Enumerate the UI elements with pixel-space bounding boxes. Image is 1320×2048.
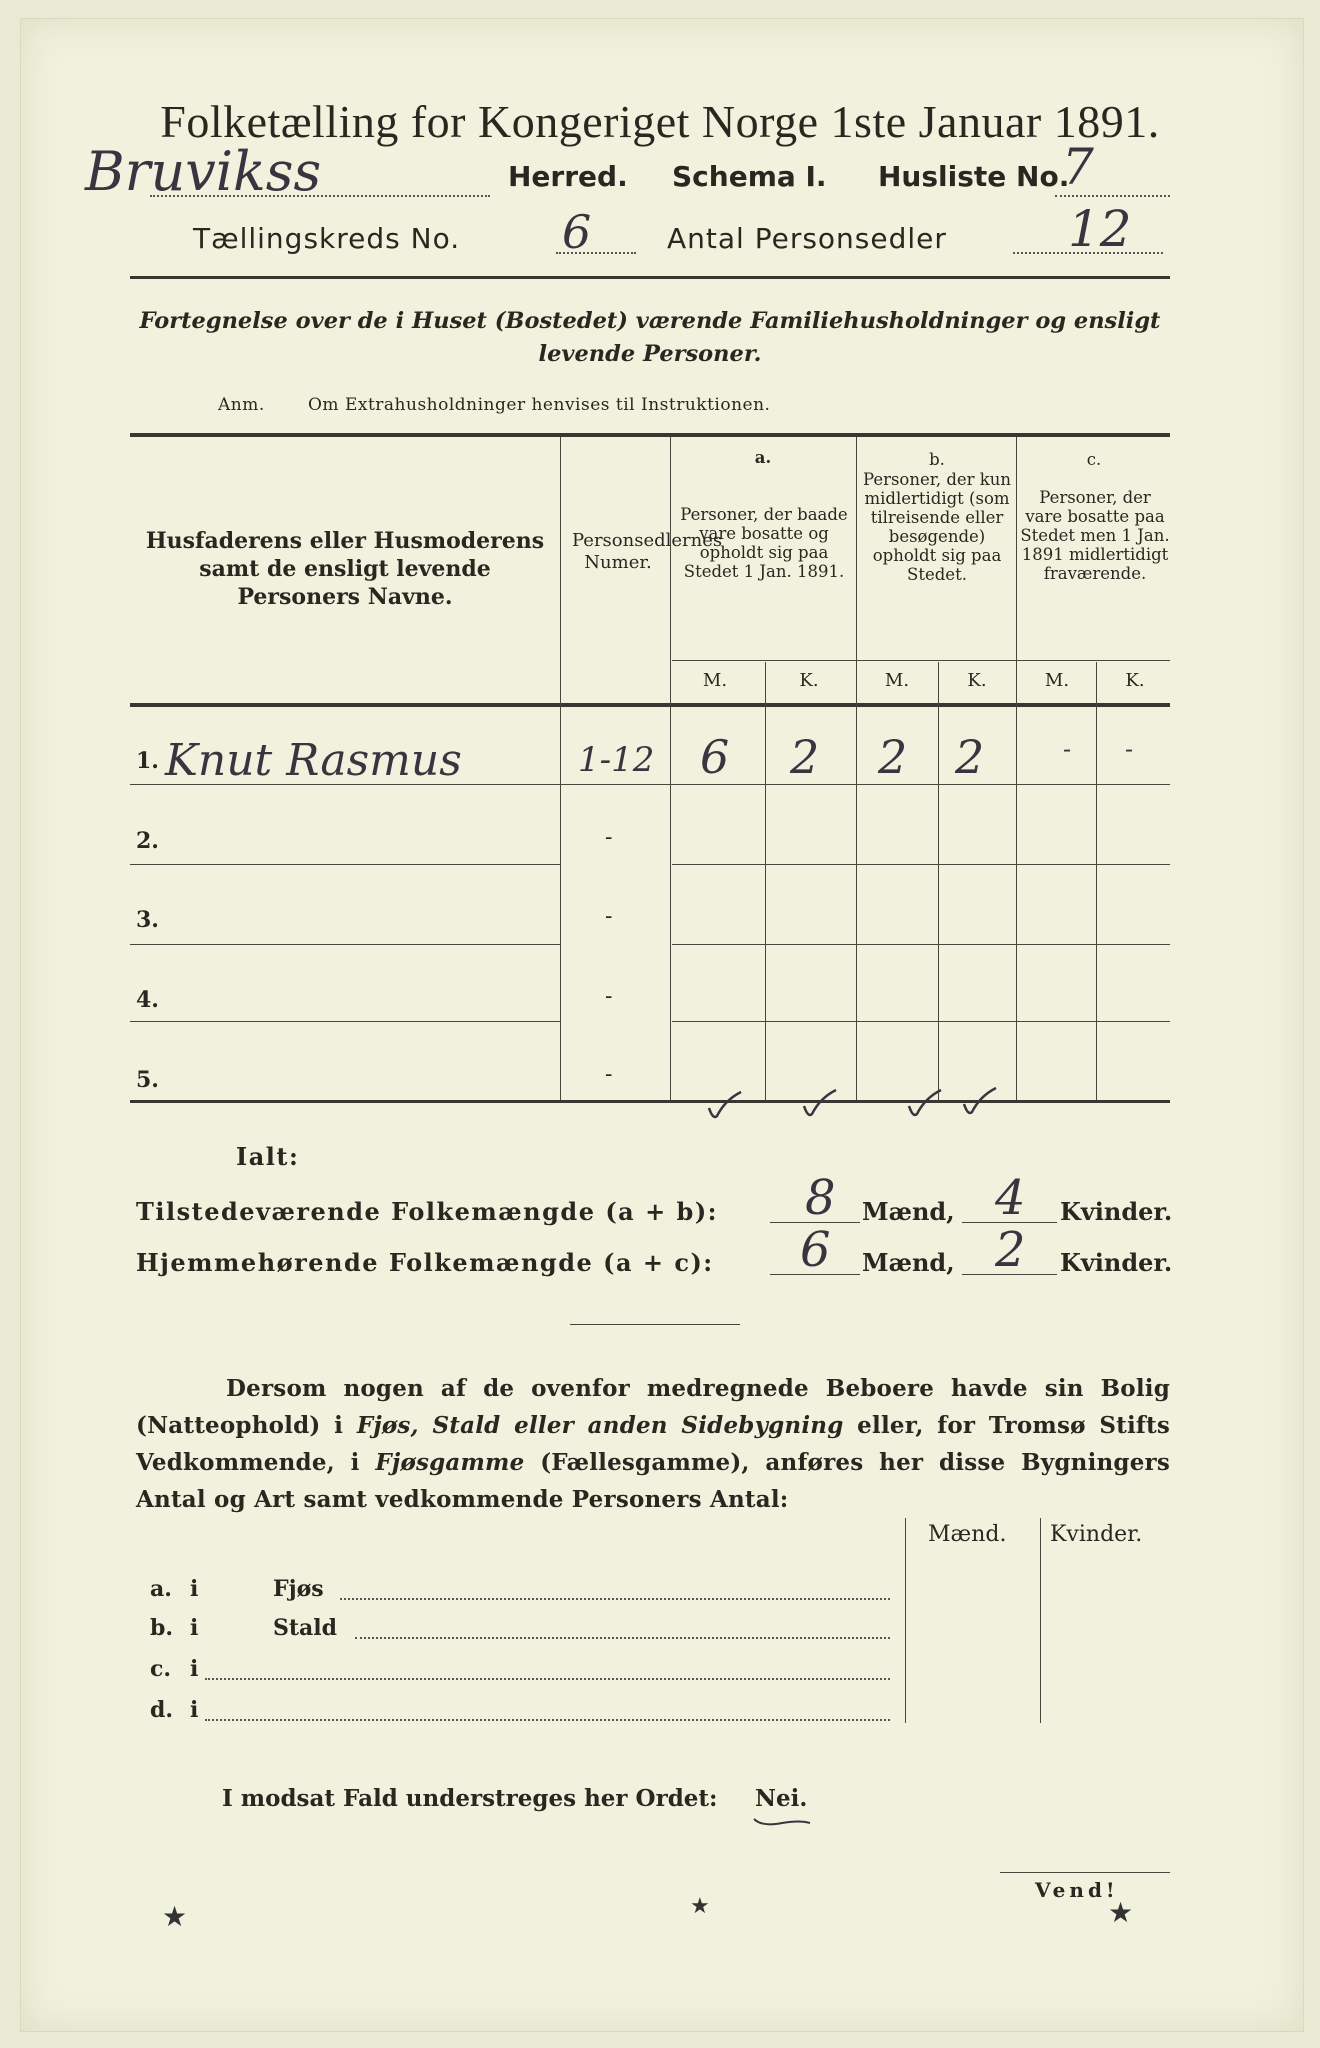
row-1-b-m: 2 [878,730,908,784]
check-mark-a-k [800,1088,840,1126]
buildings-col-maend: Mænd. [928,1522,1007,1547]
item-c-leader [205,1678,890,1680]
buildings-col-kvinder: Kvinder. [1050,1522,1143,1547]
hjemme-kvinder-label: Kvinder. [1060,1248,1173,1277]
tellingskreds-value: 6 [562,205,592,259]
buildings-paragraph [136,1370,1170,1518]
row-5-number: 5. [136,1067,159,1093]
para-part-3: (Fællesgamme), anføres her disse Bygningers Antal og Art samt vedkommende Personers Antal: [136,1449,1171,1513]
schema-label: Schema I. [672,160,827,193]
item-b-leader [355,1637,890,1639]
tellingskreds-label: Tællingskreds No. [193,222,461,255]
group-a-text: Personer, der baade vare bosatte og opholdt sig paa Stedet 1 Jan. 1891. [680,505,848,581]
row-3-number: 3. [136,907,159,933]
hjemme-kvinder-value: 2 [995,1222,1026,1278]
col-divider-a-mk [765,662,766,1100]
group-c-text: Personer, der vare bosatte paa Stedet men 1 Jan. 1891 midlertidigt fraværende. [1020,488,1170,583]
herred-label: Herred. [508,160,628,193]
herred-dotted-line [150,195,490,197]
table-bottom-rule [130,1100,1170,1103]
row-1-a-k: 2 [790,730,820,784]
row-line-2-name [130,864,560,865]
item-a-letter: a. [150,1576,172,1602]
item-d-prefix: i [190,1697,199,1723]
row-1-a-m: 6 [700,730,730,784]
item-b-label: Stald [273,1615,338,1641]
row-3-sedler: - [605,904,613,929]
row-4-number: 4. [136,987,159,1013]
check-mark-a-m [705,1090,745,1128]
col-header-names: Husfaderens eller Husmoderens samt de ensligt levende Personers Navne. [145,528,545,610]
tilstede-kvinder-label: Kvinder. [1060,1197,1173,1226]
item-d-leader [205,1719,890,1721]
col-header-number: Personsedlernes Numer. [572,530,723,573]
ialt-label: Ialt: [236,1142,300,1171]
tilstede-maend-value: 8 [805,1170,836,1226]
para-fjos-italic: Fjøs, Stald eller anden Sidebygning [356,1412,844,1439]
col-divider-name [560,437,561,1100]
tilstede-maend-label: Mænd, [862,1197,955,1226]
vend-text: Vend! [1035,1878,1119,1902]
col-divider-a [856,437,857,1100]
row-line-3-name [130,944,560,945]
row-1-c-m: - [1063,735,1072,763]
col-divider-b [1016,437,1017,1100]
row-1-c-k: - [1125,735,1134,763]
check-mark-b-m [905,1088,945,1126]
section-divider [570,1324,740,1325]
para-fjosgamme-italic: Fjøsgamme [375,1449,525,1476]
item-a-label: Fjøs [273,1576,324,1602]
vend-rule [1000,1872,1170,1873]
row-1-name: Knut Rasmus [165,735,462,786]
form-title: Folketælling for Kongeriget Norge 1ste Januar 1891. [160,96,1160,147]
corner-mark-center: ★ [690,1894,710,1919]
row-1-number: 1. [136,748,159,774]
antal-dotted-line [1013,252,1163,254]
table-top-rule [130,433,1170,437]
group-c-letter: c. [1086,450,1102,469]
item-c-prefix: i [190,1656,199,1682]
group-b-text: Personer, der kun midlertidigt (som tilreisende eller besøgende) opholdt sig paa Stedet. [862,470,1012,584]
group-b-letter: b. [929,450,945,469]
header-rule [130,276,1170,279]
row-1-sedler: 1-12 [578,740,655,780]
row-2-sedler: - [605,825,613,850]
husliste-value: 7 [1062,138,1094,196]
mk-subheader-rule [672,660,1170,661]
intro-text: Fortegnelse over de i Huset (Bostedet) værende Familiehusholdninger og ensligt levende Personer. [139,308,1161,367]
footer-word-nei: Nei. [755,1785,808,1812]
row-1-b-k: 2 [955,730,985,784]
antal-label: Antal Personsedler [667,222,947,255]
buildings-col-divider-2 [1040,1518,1041,1723]
row-line-2-cells [672,864,1170,865]
c-k-label: K. [1125,670,1145,691]
item-a-prefix: i [190,1576,199,1602]
item-c-letter: c. [150,1656,172,1682]
row-2-number: 2. [136,828,159,854]
anm-label: Anm. [218,395,265,415]
b-k-label: K. [967,670,987,691]
para-part-2: eller, for Tromsø Stifts Vedkommende, i [136,1412,1170,1476]
col-divider-b-mk [938,662,939,1100]
group-a-letter: a. [754,448,772,467]
table-header-bottom-rule [130,703,1170,707]
item-a-leader [340,1598,890,1600]
husliste-label: Husliste No. [878,160,1070,193]
row-line-4-name [130,1021,560,1022]
corner-mark-right: ★ [1108,1896,1134,1929]
item-b-letter: b. [150,1615,174,1641]
tilstede-kvinder-value: 4 [995,1170,1026,1226]
item-b-prefix: i [190,1615,199,1641]
nei-underline [752,1812,812,1831]
a-k-label: K. [799,670,819,691]
tellingskreds-dotted-line [556,252,636,254]
corner-mark-left: ★ [162,1900,188,1933]
row-line-4-cells [672,1021,1170,1022]
hjemme-maend-label: Mænd, [862,1248,955,1277]
anm-text: Om Extrahusholdninger henvises til Instruktionen. [308,395,771,415]
footer-text: I modsat Fald understreges her Ordet: [222,1785,718,1812]
antal-value: 12 [1068,200,1132,258]
a-m-label: M. [702,670,728,691]
check-mark-b-k [960,1086,1000,1124]
item-d-letter: d. [150,1697,174,1723]
tilstede-label: Tilstedeværende Folkemængde (a + b): [136,1197,719,1226]
husliste-dotted-line [1055,195,1170,197]
c-m-label: M. [1044,670,1070,691]
herred-value: Bruvikss [85,140,322,203]
hjemme-kvinder-line [962,1274,1057,1275]
buildings-col-divider-1 [905,1518,906,1723]
hjemme-maend-value: 6 [800,1222,831,1278]
col-divider-c-mk [1096,662,1097,1100]
hjemme-maend-line [770,1274,860,1275]
row-line-3-cells [672,944,1170,945]
b-m-label: M. [884,670,910,691]
row-4-sedler: - [605,984,613,1009]
para-part-1: Dersom nogen af de ovenfor medregnede Beboere havde sin Bolig (Natteophold) i [136,1375,1170,1439]
hjemme-label: Hjemmehørende Folkemængde (a + c): [136,1248,714,1277]
row-5-sedler: - [605,1062,613,1087]
